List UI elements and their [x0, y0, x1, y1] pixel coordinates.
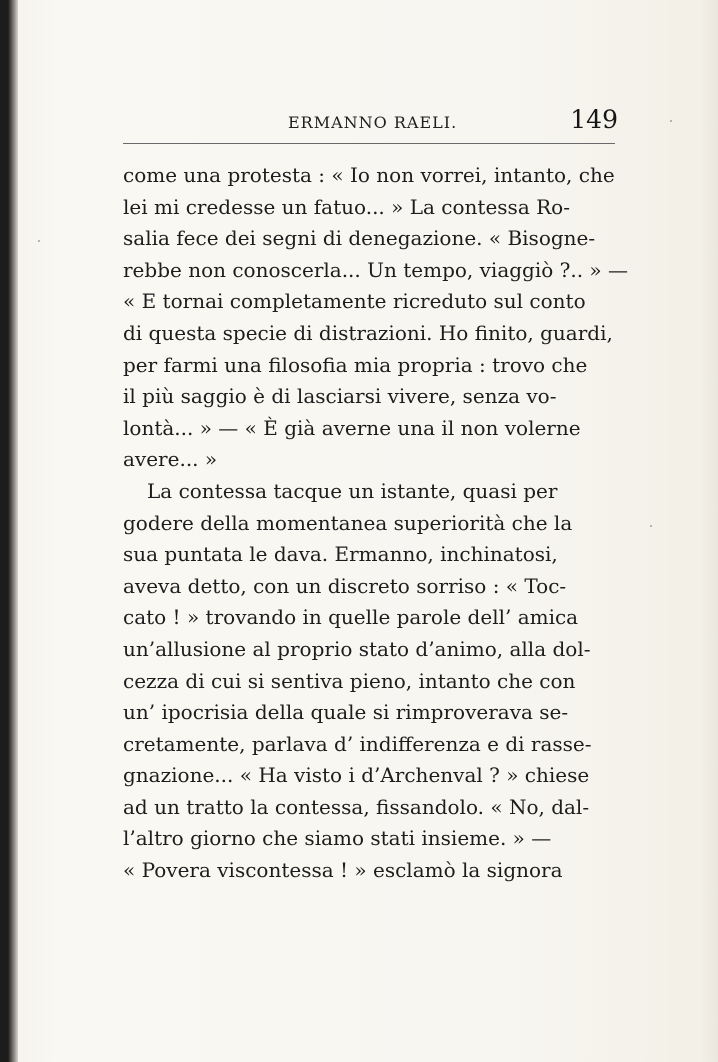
text-line: il più saggio è di lasciarsi vivere, senza vo- [123, 384, 557, 409]
running-head: ERMANNO RAELI. [288, 113, 458, 132]
text-line: cato ! » trovando in quelle parole dell’ amica [123, 605, 579, 630]
text-line: un’allusione al proprio stato d’animo, alla dol- [123, 636, 591, 661]
text-line: un’ ipocrisia della quale si rimproverava se- [123, 700, 569, 725]
text-line: lei mi credesse un fatuo... » La contessa Ro- [123, 194, 570, 219]
paragraph-start-line: La contessa tacque un istante, quasi per [147, 478, 558, 503]
text-line: per farmi una filosofia mia propria : trovo che [123, 352, 588, 377]
text-line: avere... » [123, 447, 218, 472]
text-line: sua puntata le dava. Ermanno, inchinatosi, [123, 542, 558, 567]
text-line: ad un tratto la contessa, fissandolo. « No, dal- [123, 794, 590, 819]
text-line: lontà... » — « È già averne una il non volerne [123, 415, 581, 440]
header-rule [123, 143, 615, 144]
text-block [123, 160, 629, 950]
text-line: « Povera viscontessa ! » esclamò la signora [123, 858, 563, 883]
paper-speck [670, 120, 672, 122]
text-line: godere della momentanea superiorità che la [123, 510, 573, 535]
paper-speck [650, 525, 652, 527]
text-line: salia fece dei segni di denegazione. « Bisogne- [123, 226, 596, 251]
text-line: cezza di cui si sentiva pieno, intanto che con [123, 668, 576, 693]
page-edge-shadow [702, 0, 718, 1062]
text-line: aveva detto, con un discreto sorriso : « Toc- [123, 573, 567, 598]
text-line: rebbe non conoscerla... Un tempo, viaggiò ?.. » — [123, 257, 629, 282]
page-header [288, 105, 618, 139]
book-spine-shadow [0, 0, 18, 1062]
text-line: cretamente, parlava d’ indifferenza e di rasse- [123, 731, 592, 756]
text-line: di questa specie di distrazioni. Ho finito, guardi, [123, 320, 613, 345]
text-line: gnazione... « Ha visto i d’Archenval ? » chiese [123, 763, 590, 788]
text-line: l’altro giorno che siamo stati insieme. » — [123, 826, 552, 851]
text-line: « E tornai completamente ricreduto sul conto [123, 289, 586, 314]
paper-speck [38, 240, 40, 242]
page-number: 149 [570, 105, 618, 134]
text-line: come una protesta : « Io non vorrei, intanto, che [123, 163, 615, 187]
